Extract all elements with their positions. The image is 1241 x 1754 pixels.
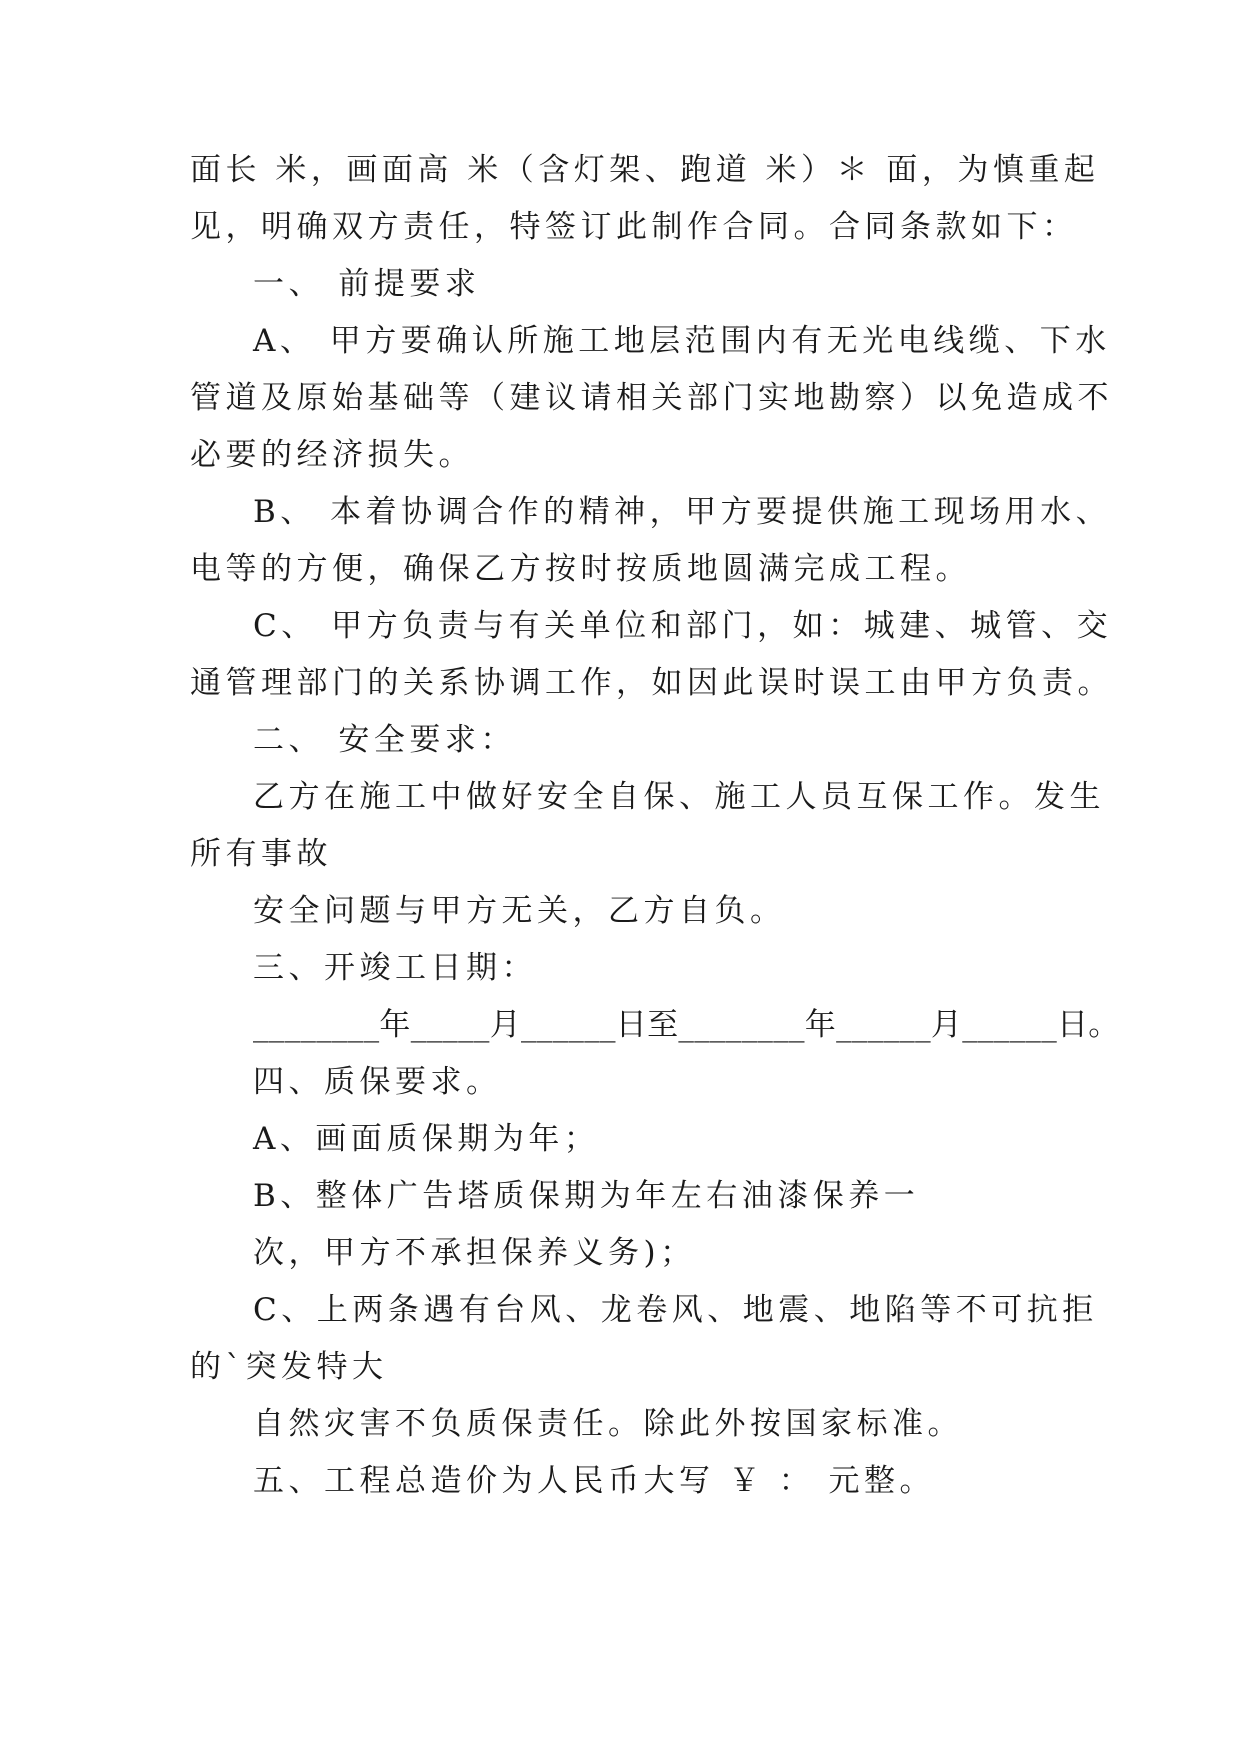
section-heading-4: 四、质保要求。 — [253, 1064, 502, 1100]
safety-line-3: 安全问题与甲方无关，乙方自负。 — [253, 893, 786, 929]
warranty-b-line-2: 次，甲方不承担保养义务)； — [253, 1235, 696, 1271]
section-heading-1: 一、 前提要求 — [253, 266, 481, 302]
warranty-c-line-1: C、上两条遇有台风、龙卷风、地震、地陷等不可抗拒 — [253, 1292, 1098, 1328]
clause-c-line-2: 通管理部门的关系协调工作，如因此误时误工由甲方负责。 — [190, 665, 1113, 701]
section-heading-3: 三、开竣工日期： — [253, 950, 537, 986]
paragraph-line-2: 见，明确双方责任，特签订此制作合同。合同条款如下： — [190, 209, 1078, 245]
warranty-b-line-1: B、整体广告塔质保期为年左右油漆保养一 — [253, 1178, 920, 1214]
clause-a-line-2: 管道及原始基础等（建议请相关部门实地勘察）以免造成不 — [190, 380, 1113, 416]
clause-c-line-1: C、 甲方负责与有关单位和部门，如：城建、城管、交 — [253, 608, 1113, 644]
section-heading-5: 五、工程总造价为人民币大写 ￥ ： 元整。 — [253, 1463, 936, 1499]
warranty-a-line: A、画面质保期为年； — [253, 1121, 600, 1157]
clause-b-line-1: B、 本着协调合作的精神，甲方要提供施工现场用水、 — [253, 494, 1112, 530]
safety-line-1: 乙方在施工中做好安全自保、施工人员互保工作。发生 — [253, 779, 1105, 815]
paragraph-line-1: 面长 米，画面高 米（含灯架、跑道 米）＊ 面，为慎重起 — [190, 152, 1100, 188]
date-range-line: ________年_____月______日至________年______月______日。 — [253, 1007, 1120, 1043]
warranty-c-line-2: 的`突发特大 — [190, 1349, 388, 1385]
section-heading-2: 二、 安全要求： — [253, 722, 516, 758]
clause-a-line-1: A、 甲方要确认所施工地层范围内有无光电线缆、下水 — [253, 323, 1111, 359]
clause-b-line-2: 电等的方便，确保乙方按时按质地圆满完成工程。 — [190, 551, 971, 587]
safety-line-2: 所有事故 — [190, 836, 332, 872]
clause-a-line-3: 必要的经济损失。 — [190, 437, 474, 473]
warranty-c-line-3: 自然灾害不负质保责任。除此外按国家标准。 — [253, 1406, 963, 1442]
